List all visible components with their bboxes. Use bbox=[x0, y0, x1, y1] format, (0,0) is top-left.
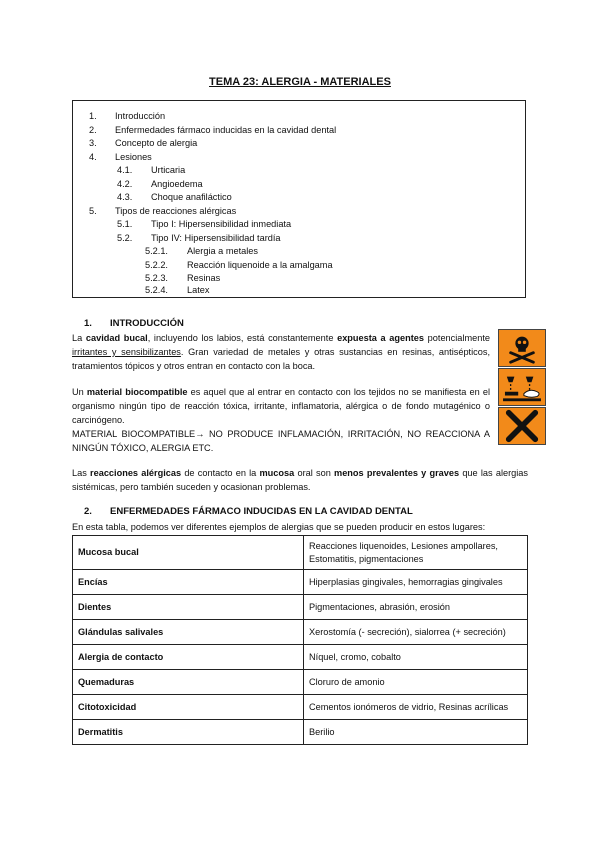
table-cell-site: Glándulas salivales bbox=[73, 620, 304, 645]
page-title: TEMA 23: ALERGIA - MATERIALES bbox=[209, 76, 391, 88]
table-intro: En esta tabla, podemos ver diferentes ejemplos de alergias que se pueden producir en estos lugares: bbox=[72, 522, 486, 532]
harmful-cross-icon bbox=[498, 407, 546, 445]
table-cell-site: Dermatitis bbox=[73, 720, 304, 745]
table-cell-site: Quemaduras bbox=[73, 670, 304, 695]
table-row bbox=[73, 536, 528, 570]
intro-paragraph-2: Un material biocompatible es aquel que al entrar en contacto con los tejidos no se manifiesta en el organismo ningún tipo de reacción tóxica, irritante, inflamatoria, alérgica o de fondo mutagénico o carcinógeno. bbox=[72, 387, 490, 425]
intro-paragraph-3: MATERIAL BIOCOMPATIBLE→ NO PRODUCE INFLAMACIÓN, IRRITACIÓN, NO REACCIONA A NINGÚN TÓXICO, ALERGIA ETC. bbox=[72, 429, 490, 453]
table-cell-effects: Xerostomía (- secreción), sialorrea (+ secreción) bbox=[304, 620, 528, 645]
table-cell-effects: Cloruro de amonio bbox=[304, 670, 528, 695]
table-cell-effects: Berilio bbox=[304, 720, 528, 745]
table-cell-site: Encías bbox=[73, 570, 304, 595]
table-cell-effects: Cementos ionómeros de vidrio, Resinas acrílicas bbox=[304, 695, 528, 720]
toxic-skull-icon bbox=[498, 329, 546, 367]
table-cell-site: Mucosa bucal bbox=[73, 536, 304, 570]
table-cell-effects: Hiperplasias gingivales, hemorragias gingivales bbox=[304, 570, 528, 595]
table-row bbox=[73, 570, 528, 595]
table-of-contents: 1. Introducción 2. Enfermedades fármaco inducidas en la cavidad dental 3. Concepto de alergia 4. Lesiones 4.1. Urticaria 4.2. Angioedema 4.3. Choque anafiláctico 5. Tipos de reacciones alérgicas 5.1. Tipo I: Hipersensibilidad inmediata 5.2. Tipo IV: Hipersensibilidad tardía 5.2.1. Alergia a metales 5.2.2. Reacción liquenoide a la amalgama 5.2.3. Resinas 5.2.4. Latex bbox=[72, 100, 526, 298]
table-cell-effects: Pigmentaciones, abrasión, erosión bbox=[304, 595, 528, 620]
drug-induced-table bbox=[72, 535, 528, 745]
table-row bbox=[73, 720, 528, 745]
table-cell-site: Dientes bbox=[73, 595, 304, 620]
corrosive-icon bbox=[498, 368, 546, 406]
table-row bbox=[73, 670, 528, 695]
table-row bbox=[73, 695, 528, 720]
table-row bbox=[73, 645, 528, 670]
intro-paragraph-1: La cavidad bucal, incluyendo los labios, está constantemente expuesta a agentes potencialmente irritantes y sensibilizantes. Gran variedad de metales y otras sustancias en resinas, antisépticos, tratamientos tópicos y otros entran en contacto con la boca. bbox=[72, 333, 490, 371]
table-row bbox=[73, 595, 528, 620]
table-cell-site: Citotoxicidad bbox=[73, 695, 304, 720]
table-cell-site: Alergia de contacto bbox=[73, 645, 304, 670]
table-row bbox=[73, 620, 528, 645]
table-cell-effects: Níquel, cromo, cobalto bbox=[304, 645, 528, 670]
table-cell-effects: Reacciones liquenoides, Lesiones ampollares, Estomatitis, pigmentaciones bbox=[304, 536, 528, 570]
intro-paragraph-4: Las reacciones alérgicas de contacto en la mucosa oral son menos prevalentes y graves que las alergias sistémicas, pero también suceden y ocasionan problemas. bbox=[72, 468, 529, 492]
